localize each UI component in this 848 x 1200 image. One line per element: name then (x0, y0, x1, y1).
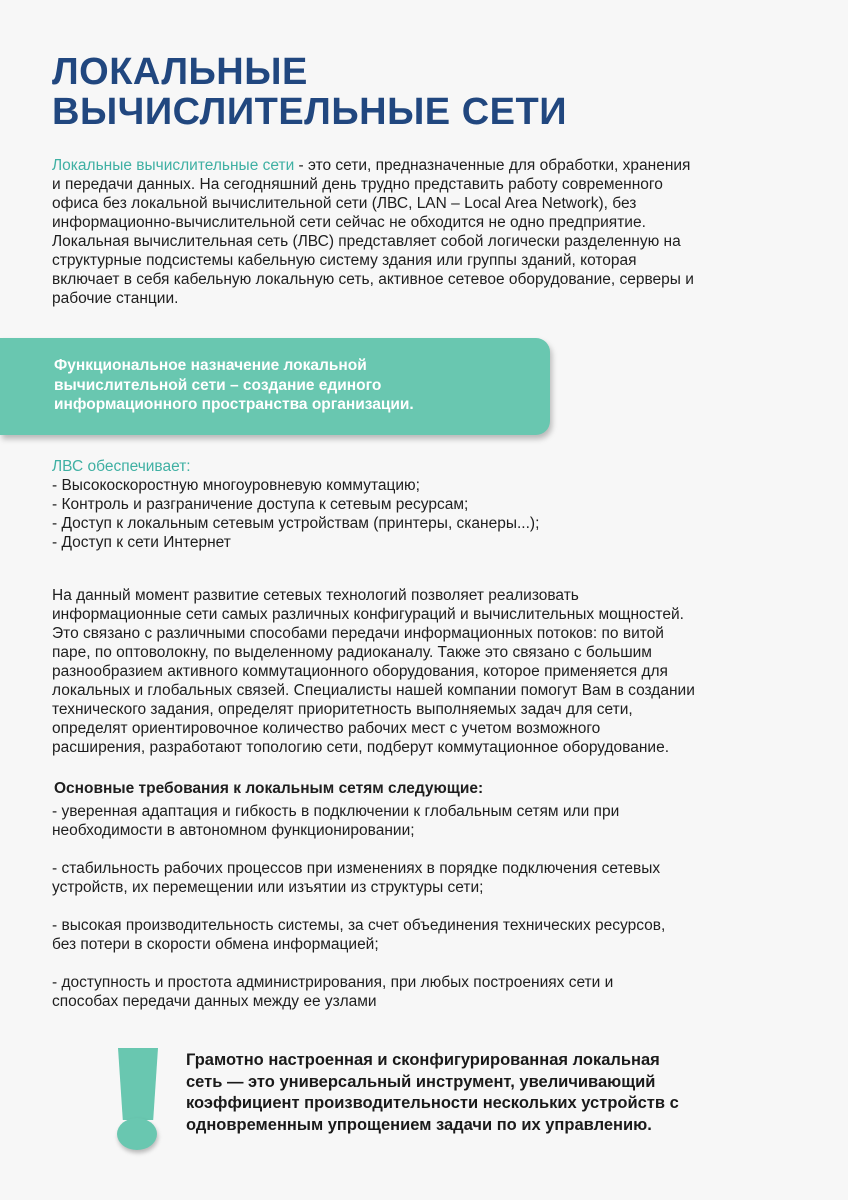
callout-line: информационного пространства организации. (54, 396, 414, 413)
callout-text (54, 356, 414, 415)
requirement-line: - стабильность рабочих процессов при изменениях в порядке подключения сетевых (52, 860, 661, 877)
development-line: локальных и глобальных связей. Специалисты нашей компании помогут Вам в создании (52, 682, 695, 699)
provides-item: - Контроль и разграничение доступа к сетевым ресурсам; (52, 496, 469, 513)
intro-line: - это сети, предназначенные для обработки, хранения (294, 157, 691, 174)
exclamation-icon (118, 1048, 158, 1120)
intro-line: офиса без локальной вычислительной сети (ЛВС, LAN – Local Area Network), без (52, 195, 637, 212)
conclusion-line: Грамотно настроенная и сконфигурированная локальная (186, 1051, 660, 1069)
conclusion-line: сеть — это универсальный инструмент, увеличивающий (186, 1072, 656, 1091)
development-line: паре, по оптоволокну, по выделенному радиоканалу. Также это связано с большим (52, 644, 652, 661)
callout-line: Функциональное назначение локальной (54, 357, 367, 374)
exclamation-dot-icon (117, 1118, 157, 1150)
conclusion-line: коэффициент производительности нескольких устройств с (186, 1094, 679, 1112)
intro-line: и передачи данных. На сегодняшний день трудно представить работу современного (52, 176, 663, 193)
intro-paragraph (52, 156, 694, 308)
development-line: расширения, разработают топологию сети, подберут коммутационное оборудование. (52, 739, 669, 756)
page-title (52, 52, 567, 132)
provides-item: - Доступ к сети Интернет (52, 534, 231, 551)
conclusion-line: одновременным упрощением задачи по их управлению. (186, 1115, 652, 1134)
requirement-line: - доступность и простота администрирования, при любых построениях сети и (52, 974, 614, 991)
development-line: разнообразием активного коммутационного оборудования, которое применяется для (52, 663, 668, 680)
intro-term: Локальные вычислительные сети (52, 157, 295, 174)
requirement-line: необходимости в автономном функционировании; (52, 822, 415, 839)
requirements-heading: Основные требования к локальным сетям следующие: (54, 780, 484, 797)
intro-line: включает в себя кабельную локальную сеть, активное сетевое оборудование, серверы и (52, 271, 694, 288)
provides-heading: ЛВС обеспечивает: (52, 458, 191, 475)
development-line: На данный момент развитие сетевых технологий позволяет реализовать (52, 587, 579, 604)
requirements-section (52, 779, 665, 1011)
development-line: определят ориентировочное количество рабочих мест с учетом возможного (52, 720, 601, 737)
title-line: ЛОКАЛЬНЫЕ (52, 51, 308, 93)
callout-line: вычислительной сети – создание единого (54, 376, 382, 394)
intro-line: информационно-вычислительной сети сейчас не обходится не одно предприятие. (52, 214, 646, 231)
conclusion-text (186, 1050, 679, 1136)
requirement-line: способах передачи данных между ее узлами (52, 993, 377, 1010)
development-line: информационные сети самых различных конфигураций и вычислительных мощностей. (52, 606, 684, 623)
development-paragraph (52, 586, 695, 757)
provides-item: - Доступ к локальным сетевым устройствам (принтеры, сканеры...); (52, 515, 540, 532)
intro-line: Локальная вычислительная сеть (ЛВС) представляет собой логически разделенную на (52, 233, 681, 250)
development-line: технического задания, определят приоритетность выполняемых задач для сети, (52, 701, 633, 718)
requirement-line: - уверенная адаптация и гибкость в подключении к глобальным сетям или при (52, 803, 620, 820)
requirement-line: - высокая производительность системы, за счет объединения технических ресурсов, (52, 917, 666, 934)
intro-line: рабочие станции. (52, 290, 179, 307)
development-line: Это связано с различными способами передачи информационных потоков: по витой (52, 625, 664, 642)
provides-section (52, 457, 539, 552)
provides-item: - Высокоскоростную многоуровневую коммутацию; (52, 477, 420, 494)
intro-line: структурные подсистемы кабельную систему здания или группы зданий, которая (52, 252, 637, 269)
title-line: ВЫЧИСЛИТЕЛЬНЫЕ СЕТИ (52, 91, 568, 133)
requirement-line: устройств, их перемещении или изъятии из структуры сети; (52, 879, 484, 896)
requirement-line: без потери в скорости обмена информацией; (52, 936, 379, 953)
